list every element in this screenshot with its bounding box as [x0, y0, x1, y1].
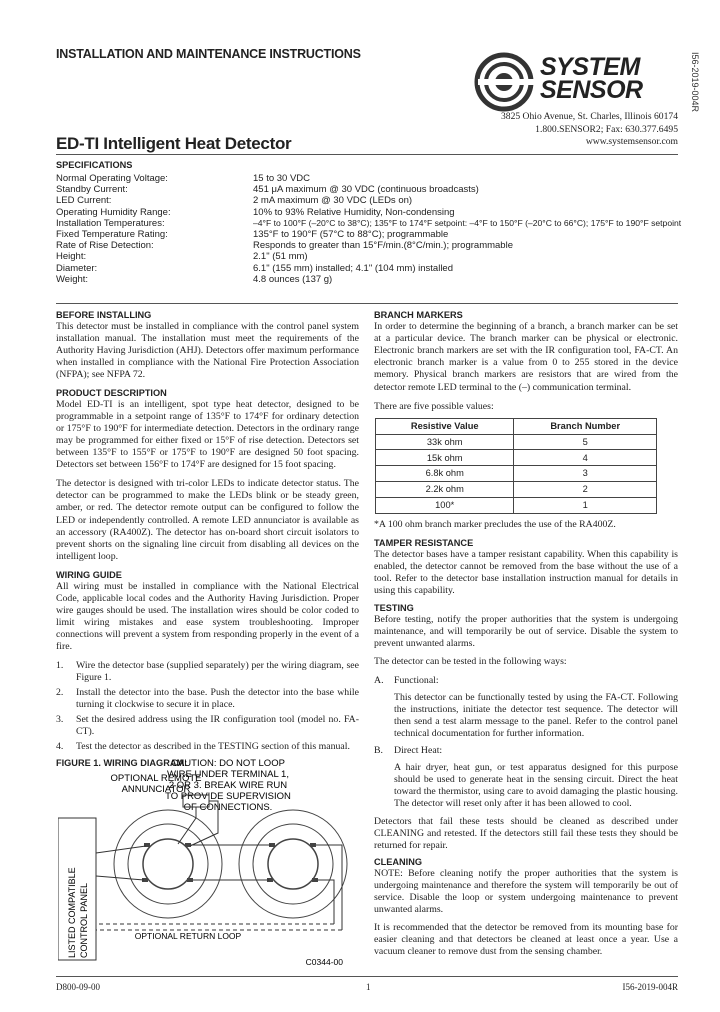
- list-item: 1. Wire the detector base (supplied separately) per the wiring diagram, see Figure 1.: [56, 659, 359, 683]
- caution-line-3: 2 OR 3. BREAK WIRE RUN: [168, 780, 288, 791]
- direct-heat-title: Direct Heat:: [394, 745, 443, 757]
- spec-row: [56, 240, 681, 251]
- branch-markers-text: In order to determine the beginning of a branch, a branch marker can be set at a particular device. The branch marker can be physical or electronic. Electronic branch markers are set with the IR configuration tool, FA-CT. An electronic branch marker is a value from 0 to 255 stored in the device memory. Physical branch markers are resistors that are wired from the detector remote LED terminal to the (–) communication terminal.: [374, 321, 678, 393]
- spec-row: [56, 229, 681, 240]
- detector-base-right: [239, 810, 347, 918]
- spec-value: 451 μA maximum @ 30 VDC (continuous broadcasts): [253, 184, 479, 196]
- table-footnote: *A 100 ohm branch marker precludes the use of the RA400Z.: [374, 518, 616, 530]
- spec-key: Rate of Rise Detection:: [56, 240, 154, 252]
- cleaning-text-1: NOTE: Before cleaning notify the proper authorities that the system is undergoing maintenance and therefore the system will temporarily be out of service. Disable the loop or system undergoing maintenance to prevent unwanted alarms.: [374, 867, 678, 916]
- table-header: Branch Number: [514, 418, 657, 434]
- product-description-text-2: The detector is designed with tri-color LEDs to indicate detector status. The detector can be programmed to make the LEDs blink or be steady green, amber, or red. The detector remote output can be configured to follow the LED or independently controlled. A remote LED annunciator is available as an accessory (RA400Z). The detector has on-board short circuit isolators to prevent shorts on the signaling line circuit from disabling all devices on the intelligent loop.: [56, 478, 359, 562]
- spec-key: Height:: [56, 251, 87, 263]
- spec-row: [56, 173, 681, 184]
- spec-value: Responds to greater than 15°F/min.(8°C/min.); programmable: [253, 240, 513, 252]
- branch-markers-heading: BRANCH MARKERS: [374, 310, 463, 320]
- tamper-resistance-heading: TAMPER RESISTANCE: [374, 537, 474, 548]
- branch-marker-table: [375, 418, 657, 514]
- remote-annunciator-label-2: ANNUNCIATOR: [121, 784, 191, 795]
- document-header-title: INSTALLATION AND MAINTENANCE INSTRUCTIONS: [56, 47, 361, 61]
- spec-row: [56, 195, 681, 206]
- direct-heat-text: A hair dryer, heat gun, or test apparatus designed for this purpose should be used to generate heat in the sensing circuit. Direct the heat toward the thermistor, using care to avoid damaging the plastic housing. The detector will reset only after it has been allowed to cool.: [394, 762, 678, 810]
- left-column: [56, 309, 359, 769]
- spec-row: [56, 184, 681, 195]
- panel-label-1: LISTED COMPATIBLE: [67, 867, 77, 958]
- caution-line-1: CAUTION: DO NOT LOOP: [171, 758, 285, 769]
- brand-line-2: SENSOR: [540, 76, 643, 104]
- before-installing-text: This detector must be installed in compliance with the control panel system installation manual. The installation must meet the requirements of the Authority Having Jurisdiction (AHJ). Detectors offer maximum performance when installed in compliance with the National Fire Protection Association (NFPA); see NFPA 72.: [56, 321, 359, 381]
- table-row: 6.8k ohm 3: [376, 466, 657, 482]
- panel-label-2: CONTROL PANEL: [79, 882, 89, 958]
- table-header: Resistive Value: [376, 418, 514, 434]
- return-loop-lines: [96, 924, 342, 930]
- cleaning-heading: CLEANING: [374, 856, 422, 867]
- phone-line: 1.800.SENSOR2; Fax: 630.377.6495: [535, 123, 678, 135]
- spec-row: [56, 218, 681, 229]
- table-row: 100* 1: [376, 497, 657, 513]
- table-row: 33k ohm 5: [376, 434, 657, 450]
- specifications-heading: SPECIFICATIONS: [56, 160, 133, 170]
- control-panel-box: [58, 818, 96, 960]
- brand-line-1: SYSTEM: [540, 53, 640, 81]
- before-installing-heading: BEFORE INSTALLING: [56, 310, 152, 320]
- return-loop-label: OPTIONAL RETURN LOOP: [134, 931, 242, 941]
- spec-value: 2.1" (51 mm): [253, 251, 308, 263]
- side-document-code: I56-2019-004R: [690, 52, 700, 113]
- address-line: 3825 Ohio Avenue, St. Charles, Illinois 60174: [500, 111, 678, 122]
- spec-row: [56, 251, 681, 262]
- wiring-lines: [96, 801, 342, 930]
- spec-value: 2 mA maximum @ 30 VDC (LEDs on): [253, 195, 413, 207]
- functional-test-title: Functional:: [394, 674, 439, 686]
- failed-test-text: Detectors that fail these tests should be cleaned as described under CLEANING and retested. If the detectors still fail these tests they should be returned for repair.: [374, 815, 678, 851]
- spec-row: [56, 263, 681, 274]
- spec-key: Standby Current:: [56, 184, 128, 196]
- testing-heading: TESTING: [374, 603, 414, 614]
- spec-value: 10% to 93% Relative Humidity, Non-condensing: [253, 206, 455, 218]
- testing-text: Before testing, notify the proper authorities that the system is undergoing maintenance, and will temporarily be out of service. Disable the system to prevent unwanted alarms.: [374, 614, 678, 650]
- cleaning-text-2: It is recommended that the detector be removed from its mounting base for easier cleaning and that detectors be cleaned at least once a year. Use a vacuum cleaner to remove dust from the sensing chamber.: [374, 922, 678, 958]
- footer-right-code: I56-2019-004R: [622, 982, 678, 992]
- detector-base-left: [114, 810, 222, 918]
- brand-wordmark: [540, 53, 643, 104]
- product-description-text-1: Model ED-TI is an intelligent, spot type heat detector, designed to be programmable in a setpoint range of 135°F to 174°F for ordinary detection or 175°F to 190°F for intermediate detection. Detectors in the ordinary range may be programmed for either fixed or 15°F of rise detection. Detectors set between 135°F to 155°F or 175°F to 190°F are designed 50 foot spacing. Detectors set between 156°F to 174°F are designed for 15 foot spacing.: [56, 398, 359, 471]
- caution-line-4: TO PROVIDE SUPERVISION: [165, 791, 291, 802]
- terminal-marks: [142, 843, 318, 882]
- product-description-heading: PRODUCT DESCRIPTION: [56, 387, 167, 398]
- spec-key: Installation Temperatures:: [56, 217, 165, 229]
- spec-value: 6.1" (155 mm) installed; 4.1" (104 mm) installed: [253, 262, 453, 274]
- wiring-guide-heading: WIRING GUIDE: [56, 569, 122, 580]
- table-header-row: [376, 418, 657, 434]
- list-item: 4. Test the detector as described in the TESTING section of this manual.: [56, 741, 350, 753]
- spec-key: LED Current:: [56, 195, 112, 207]
- functional-test-text: This detector can be functionally tested by using the FA-CT. Following the instructions, initiate the detector test sequence. The detector will then send a test alarm message to the panel. Refer to the control panel technical documentation for further information.: [394, 691, 678, 739]
- spec-value: –4°F to 100°F (–20°C to 38°C); 135°F to 174°F setpoint: –4°F to 150°F (–20°C to 66°C); 175°F to 190°F setpoint: [253, 217, 682, 228]
- spec-key: Fixed Temperature Rating:: [56, 228, 168, 240]
- spec-key: Diameter:: [56, 262, 98, 274]
- title-rule: [56, 154, 678, 155]
- figure-heading: FIGURE 1. WIRING DIAGRAM:: [56, 758, 188, 769]
- company-address: [501, 111, 678, 149]
- wiring-diagram: [58, 758, 350, 972]
- list-item: 2. Install the detector into the base. Push the detector into the base while turning it clockwise to secure it in place.: [56, 686, 359, 710]
- remote-annunciator-label-1: OPTIONAL REMOTE: [110, 773, 202, 784]
- website-line: www.systemsensor.com: [585, 136, 678, 147]
- testing-ways-text: The detector can be tested in the following ways:: [374, 656, 567, 668]
- spec-key: Weight:: [56, 273, 89, 285]
- page-number: 1: [366, 982, 371, 992]
- possible-values-text: There are five possible values:: [374, 400, 494, 412]
- spec-row: [56, 274, 681, 285]
- table-row: 15k ohm 4: [376, 450, 657, 466]
- spec-rule: [56, 303, 678, 304]
- spec-key: Operating Humidity Range:: [56, 206, 171, 218]
- footer-rule: [56, 976, 678, 977]
- spec-row: [56, 207, 681, 218]
- specifications-table: [56, 173, 681, 285]
- spec-value: 15 to 30 VDC: [253, 173, 311, 184]
- list-item: B. Direct Heat:: [374, 745, 443, 757]
- product-title: ED-TI Intelligent Heat Detector: [56, 134, 292, 153]
- table-row: 2.2k ohm 2: [376, 481, 657, 497]
- tamper-resistance-text: The detector bases have a tamper resistant capability. When this capability is enabled, the detector cannot be removed from the base without the use of a tool. Refer to the detector base installation instruction manual for details in using this capability.: [374, 548, 678, 596]
- footer-left-code: D800-09-00: [56, 982, 100, 992]
- list-item: A. Functional:: [374, 674, 439, 686]
- diagram-code: C0344-00: [305, 957, 343, 967]
- right-column: [374, 309, 678, 959]
- caution-line-2: WIRE UNDER TERMINAL 1,: [167, 769, 289, 780]
- spec-value: 135°F to 190°F (57°C to 88°C); programmable: [253, 228, 449, 240]
- spec-key: Normal Operating Voltage:: [56, 173, 168, 184]
- caution-line-5: OF CONNECTIONS.: [183, 802, 273, 813]
- list-item: 3. Set the desired address using the IR configuration tool (model no. FA-CT).: [56, 713, 359, 737]
- spec-value: 4.8 ounces (137 g): [253, 273, 333, 285]
- wiring-steps-list: [56, 660, 359, 754]
- wiring-guide-text: All wiring must be installed in compliance with the National Electrical Code, applicable local codes and the Authority Having Jurisdiction. Proper wire gauges should be used. The installation wires should be color coded to limit wiring mistakes and ease system troubleshooting. Improper connections will prevent a system from responding properly in the event of a fire.: [56, 580, 359, 653]
